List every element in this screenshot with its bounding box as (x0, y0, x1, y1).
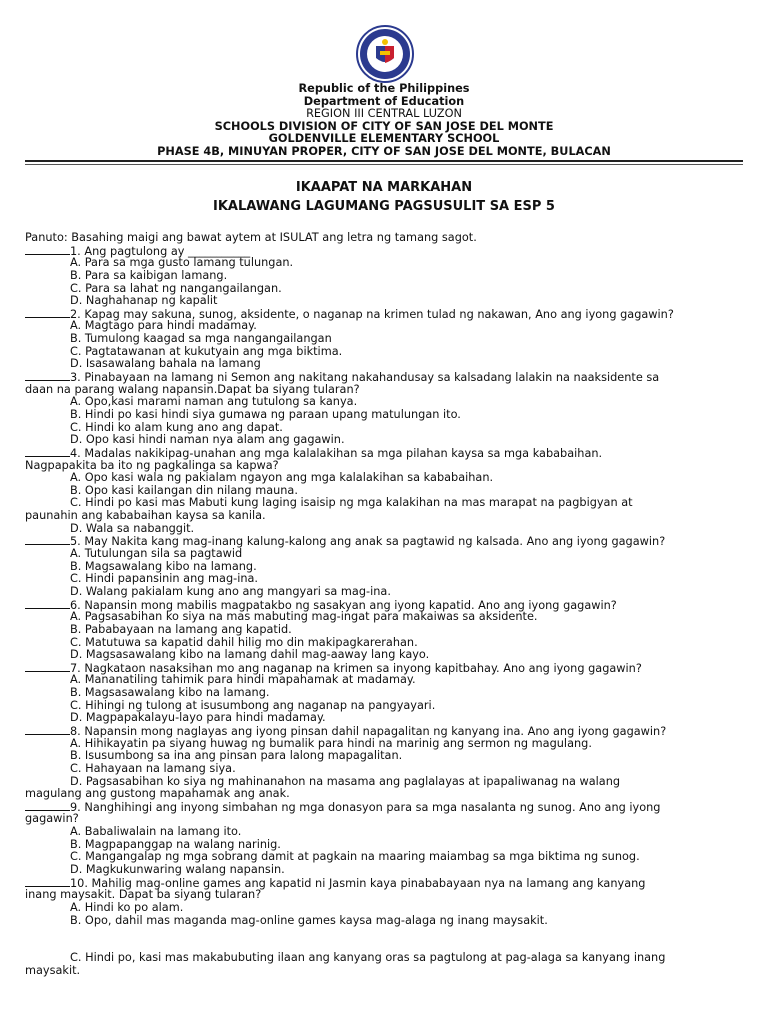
answer-option: C. Hindi ko alam kung ano ang dapat. (70, 420, 283, 434)
answer-option: A. Babaliwalain na lamang ito. (70, 825, 242, 839)
answer-option-continued: magulang ang gustong mapahamak ang anak. (25, 787, 290, 801)
answer-blank[interactable] (25, 877, 70, 887)
question-stem (25, 801, 755, 814)
question-text: 4. Madalas nakikipag-unahan ang mga kalalakihan sa mga pilahan kaysa sa mga kababaihan. (70, 446, 603, 460)
answer-option: D. Isasawalang bahala na lamang (70, 357, 261, 371)
answer-option: D. Walang pakialam kung ano ang mangyari sa mag-ina. (70, 584, 391, 598)
answer-option: B. Para sa kaibigan lamang. (70, 268, 228, 282)
question-text: 6. Napansin mong mabilis magpatakbo ng sasakyan ang iyong kapatid. Ano ang iyong gagawin? (70, 598, 617, 612)
question-text: 1. Ang pagtulong ay ___________ (70, 244, 251, 258)
answer-option: B. Opo, dahil mas maganda mag-online games kaysa mag-alaga ng inang maysakit. (70, 913, 548, 927)
answer-option: C. Para sa lahat ng nangangailangan. (70, 281, 282, 295)
answer-option: A. Opo,kasi marami naman ang tutulong sa kanya. (70, 395, 358, 409)
answer-option: A. Mananatiling tahimik para hindi mapahamak at madamay. (70, 673, 416, 687)
answer-blank[interactable] (25, 447, 70, 457)
answer-option: A. Tutulungan sila sa pagtawid (70, 547, 243, 561)
answer-blank[interactable] (25, 725, 70, 735)
answer-option: A. Para sa mga gusto lamang tulungan. (70, 256, 294, 270)
answer-option: B. Magsawalang kibo na lamang. (70, 559, 257, 573)
answer-option: B. Opo kasi kailangan din nilang mauna. (70, 483, 298, 497)
answer-option: A. Magtago para hindi madamay. (70, 319, 257, 333)
answer-option: C. Pagtatawanan at kukutyain ang mga biktima. (70, 344, 343, 358)
answer-blank[interactable] (25, 308, 70, 318)
answer-option: D. Naghahanap ng kapalit (70, 294, 218, 308)
answer-blank[interactable] (25, 245, 70, 255)
answer-blank[interactable] (25, 801, 70, 811)
answer-option: A. Hihikayatin pa siyang huwag ng bumalik para hindi na marinig ang sermon ng magulang. (70, 736, 592, 750)
instructions: Panuto: Basahing maigi ang bawat aytem at ISULAT ang letra ng tamang sagot. (25, 231, 477, 244)
answer-option: C. Hihingi ng tulong at isusumbong ang naganap na pangyayari. (70, 698, 436, 712)
answer-option: C. Hindi po kasi mas Mabuti kung laging isaisip ng mga kalakihan na mas marapat na pagbigyan at (70, 496, 633, 510)
answer-option: A. Hindi ko po alam. (70, 900, 184, 914)
answer-option: B. Hindi po kasi hindi siya gumawa ng paraan upang matulungan ito. (70, 407, 461, 421)
school-header (0, 83, 768, 159)
answer-option: D. Magpapakalayu-layo para hindi madamay. (70, 711, 326, 725)
answer-option: B. Tumulong kaagad sa mga nangangailangan (70, 332, 332, 346)
answer-option: C. Hindi papansinin ang mag-ina. (70, 572, 259, 586)
spacer (25, 927, 755, 952)
question-text: inang maysakit. Dapat ba siyang tularan? (25, 888, 262, 902)
question-text: 5. May Nakita kang mag-inang kalung-kalong ang anak sa pagtawid ng kalsada. Ano ang iyong gagawin? (70, 535, 666, 549)
answer-option: D. Pagsasabihan ko siya ng mahinanahon na masama ang paglalayas at ipapaliwanag na walang (70, 774, 621, 788)
answer-option: C. Hahayaan na lamang siya. (70, 761, 236, 775)
answer-option: A. Pagsasabihan ko siya na mas mabuting mag-ingat para makaiwas sa aksidente. (70, 610, 538, 624)
exam-title (0, 178, 768, 216)
question-text: daan na parang walang napansin.Dapat ba siyang tularan? (25, 382, 360, 396)
answer-option: B. Magsasawalang kibo na lamang. (70, 686, 270, 700)
question-text: 2. Kapag may sakuna, sunog, aksidente, o naganap na krimen tulad ng nakawan, Ano ang iyong gagawin? (70, 307, 674, 321)
question-text: Nagpapakita ba ito ng pagkalinga sa kapwa? (25, 458, 279, 472)
header-line-division: SCHOOLS DIVISION OF CITY OF SAN JOSE DEL MONTE (214, 119, 554, 133)
answer-option-continued: paunahin ang kababaihan kaysa sa kanila. (25, 509, 266, 523)
question-text: 8. Napansin mong naglayas ang iyong pinsan dahil napagalitan ng kanyang ina. Ano ang iyong gagawin? (70, 724, 667, 738)
answer-blank[interactable] (25, 535, 70, 545)
answer-option: B. Isusumbong sa ina ang pinsan para lalong mapagalitan. (70, 749, 403, 763)
header-divider-thin (25, 164, 743, 165)
question-text: gagawin? (25, 812, 79, 826)
answer-option: D. Opo kasi hindi naman nya alam ang gagawin. (70, 433, 345, 447)
header-line-republic: Republic of the Philippines (298, 82, 470, 95)
answer-option: B. Magpapanggap na walang narinig. (70, 837, 281, 851)
answer-option: C. Hindi po, kasi mas makabubuting ilaan ang kanyang oras sa pagtulong at pag-alaga sa kanyang inang (70, 951, 666, 965)
answer-option: C. Matutuwa sa kapatid dahil hilig mo din makipagkarerahan. (70, 635, 418, 649)
question-text: 10. Mahilig mag-online games ang kapatid ni Jasmin kaya pinababayaan nya na lamang ang kanyang (70, 876, 646, 890)
deped-seal-logo (349, 24, 421, 84)
exam-title-subject: IKALAWANG LAGUMANG PAGSUSULIT SA ESP 5 (213, 199, 555, 214)
answer-option: D. Magkukunwaring walang napansin. (70, 863, 285, 877)
question-text: 9. Nanghihingi ang inyong simbahan ng mga donasyon para sa mga nasalanta ng sunog. Ano ang iyong (70, 800, 661, 814)
answer-option: D. Wala sa nabanggit. (70, 521, 195, 535)
answer-option: D. Magsasawalang kibo na lamang dahil mag-aaway lang kayo. (70, 648, 430, 662)
answer-blank[interactable] (25, 662, 70, 672)
exam-body (25, 232, 755, 978)
header-line-school: GOLDENVILLE ELEMENTARY SCHOOL (268, 132, 500, 146)
header-line-deped: Department of Education (303, 94, 465, 108)
exam-title-quarter: IKAAPAT NA MARKAHAN (295, 180, 473, 195)
answer-option-continued: maysakit. (25, 963, 81, 977)
header-line-address: PHASE 4B, MINUYAN PROPER, CITY OF SAN JOSE DEL MONTE, BULACAN (157, 144, 611, 158)
question-text: 3. Pinabayaan na lamang ni Semon ang nakitang nakahandusay sa kalsadang lalakin na naaksidente sa (70, 371, 660, 385)
answer-option: A. Opo kasi wala ng pakialam ngayon ang mga kalalakihan sa kababaihan. (70, 471, 494, 485)
answer-blank[interactable] (25, 599, 70, 609)
header-divider (25, 160, 743, 162)
answer-option: C. Mangangalap ng mga sobrang damit at pagkain na maaring maiambag sa mga biktima ng sunog. (70, 850, 640, 864)
question-stem (25, 725, 755, 738)
question-text: 7. Nagkataon nasaksihan mo ang naganap na krimen sa inyong kapitbahay. Ano ang iyong gagawin? (70, 661, 642, 675)
answer-option: B. Pababayaan na lamang ang kapatid. (70, 622, 292, 636)
answer-blank[interactable] (25, 371, 70, 381)
header-line-region: REGION III CENTRAL LUZON (306, 107, 462, 121)
